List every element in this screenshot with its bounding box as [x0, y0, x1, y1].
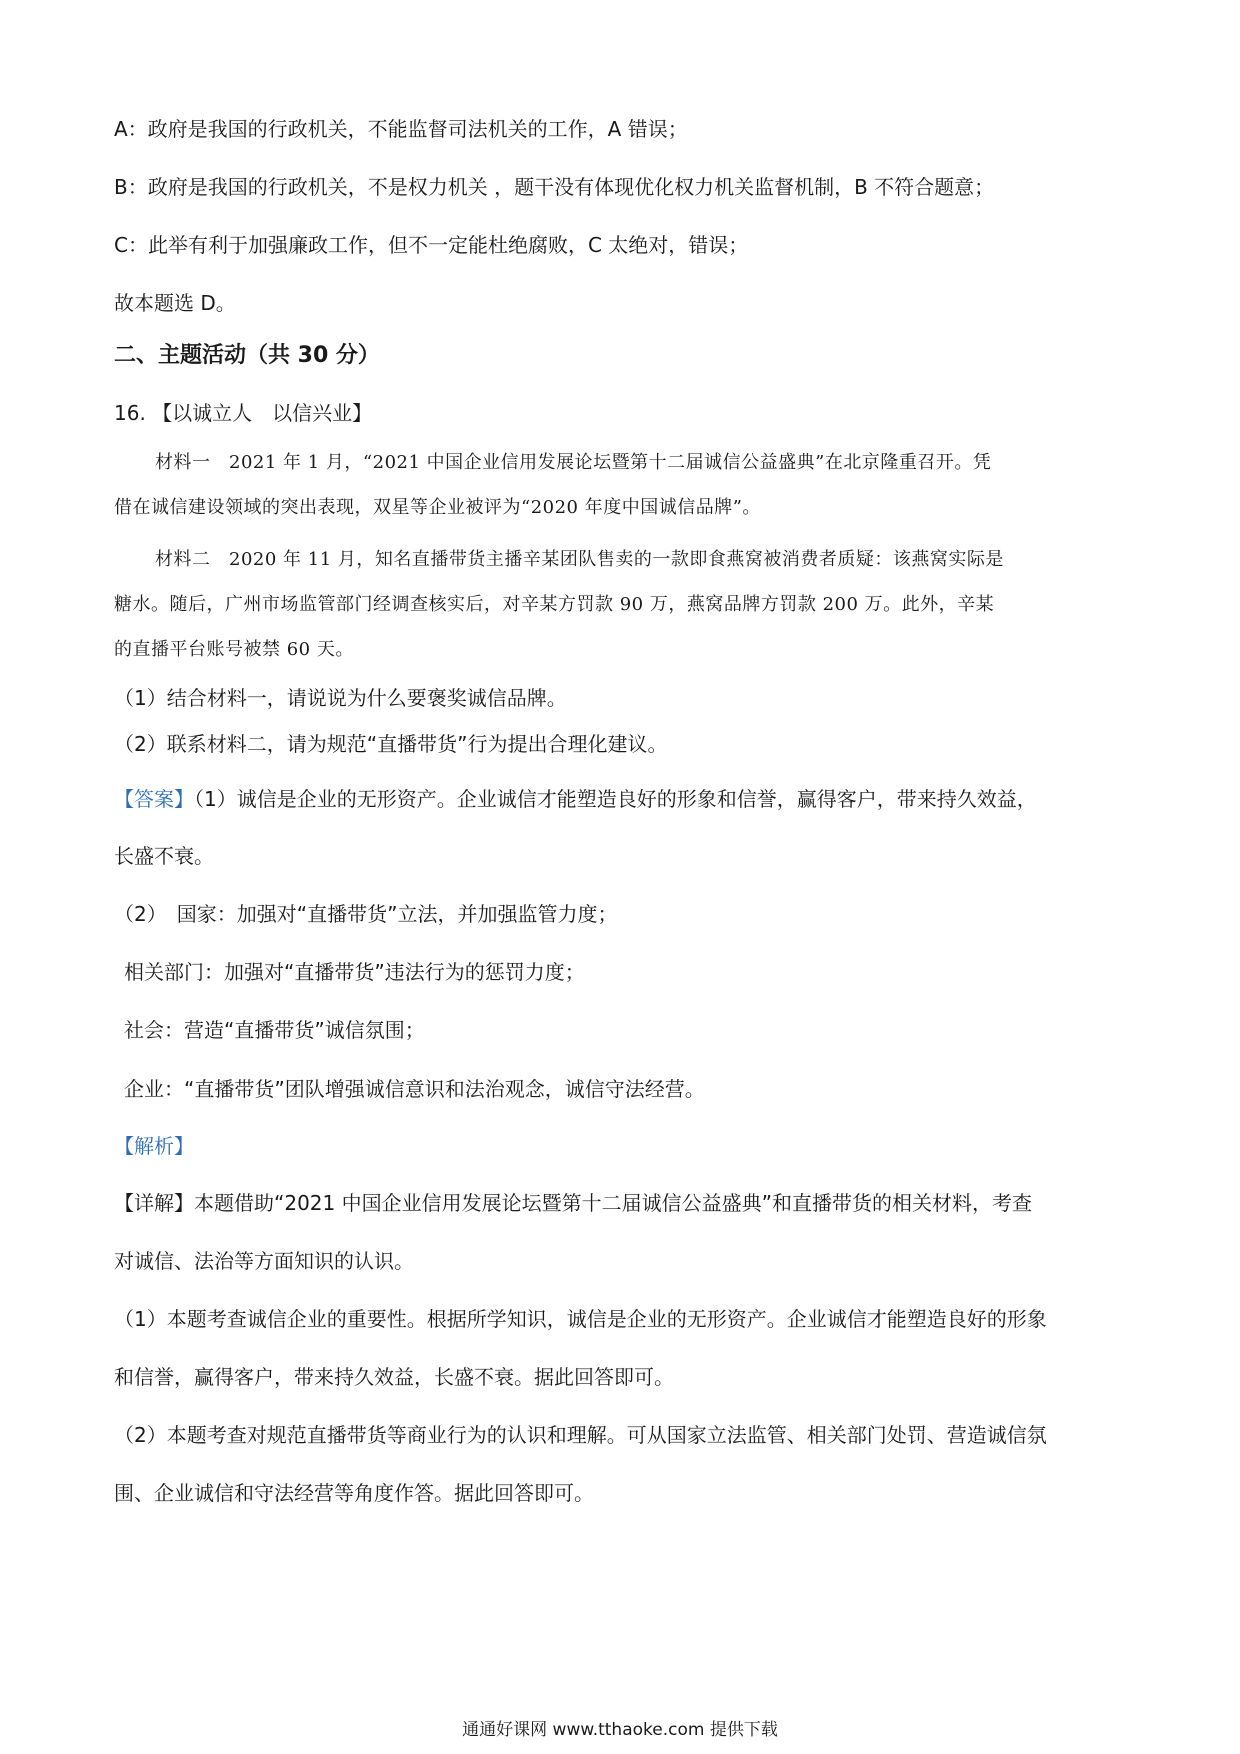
section-title: 二、主题活动（共 30 分）: [114, 343, 380, 368]
analysis-p1-line1: （1）本题考查诚信企业的重要性。根据所学知识，诚信是企业的无形资产。企业诚信才能塑造良好的形象: [114, 1307, 1047, 1331]
answer-2-enterprise: 企业：“直播带货”团队增强诚信意识和法治观念，诚信守法经营。: [124, 1077, 705, 1101]
answer-2-state: （2） 国家：加强对“直播带货”立法，并加强监管力度；: [114, 902, 618, 926]
material1-line1: 材料一 2021 年 1 月，“2021 中国企业信用发展论坛暨第十二届诚信公益盛典”在北京隆重召开。凭: [155, 452, 992, 473]
sub-question-2: （2）联系材料二，请为规范“直播带货”行为提出合理化建议。: [114, 732, 668, 756]
answer-2-society: 社会：营造“直播带货”诚信氛围；: [124, 1018, 425, 1042]
material1-line2: 借在诚信建设领域的突出表现，双星等企业被评为“2020 年度中国诚信品牌”。: [114, 497, 761, 518]
answer-2-dept: 相关部门：加强对“直播带货”违法行为的惩罚力度；: [124, 960, 585, 984]
footer: 通通好课网 www.tthaoke.com 提供下载: [462, 1720, 778, 1740]
option-c: C：此举有利于加强廉政工作，但不一定能杜绝腐败，C 太绝对，错误；: [114, 233, 749, 257]
detail-line2: 对诚信、法治等方面知识的认识。: [114, 1249, 414, 1273]
analysis-p2-line1: （2）本题考查对规范直播带货等商业行为的认识和理解。可从国家立法监管、相关部门处罚、营造诚信氛: [114, 1423, 1047, 1447]
analysis-tag: 【解析】: [114, 1134, 194, 1158]
option-b: B：政府是我国的行政机关，不是权力机关 ，题干没有体现优化权力机关监督机制，B 不符合题意；: [114, 175, 995, 199]
material2-line3: 的直播平台账号被禁 60 天。: [114, 639, 354, 660]
analysis-p2-line2: 围、企业诚信和守法经营等角度作答。据此回答即可。: [114, 1481, 594, 1505]
option-a: A：政府是我国的行政机关，不能监督司法机关的工作，A 错误；: [114, 117, 688, 141]
sub-question-1: （1）结合材料一，请说说为什么要褒奖诚信品牌。: [114, 686, 567, 710]
answer-tag: 【答案】: [114, 787, 194, 811]
analysis-p1-line2: 和信誉，赢得客户，带来持久效益，长盛不衰。据此回答即可。: [114, 1365, 674, 1389]
question-title: 16. 【以诚立人 以信兴业】: [114, 401, 373, 425]
answer-line1: [114, 784, 1134, 814]
material2-line2: 糖水。随后，广州市场监管部门经调查核实后，对辛某方罚款 90 万，燕窝品牌方罚款 200 万。此外，辛某: [114, 594, 995, 615]
answer-line2: 长盛不衰。: [114, 844, 214, 868]
detail-line1: 【详解】本题借助“2021 中国企业信用发展论坛暨第十二届诚信公益盛典”和直播带货的相关材料，考查: [114, 1191, 1032, 1215]
answer-1-text: （1）诚信是企业的无形资产。企业诚信才能塑造良好的形象和信誉，赢得客户，带来持久效益，: [194, 787, 1037, 811]
conclusion: 故本题选 D。: [114, 291, 236, 315]
material2-line1: 材料二 2020 年 11 月，知名直播带货主播辛某团队售卖的一款即食燕窝被消费者质疑：该燕窝实际是: [155, 549, 1004, 570]
